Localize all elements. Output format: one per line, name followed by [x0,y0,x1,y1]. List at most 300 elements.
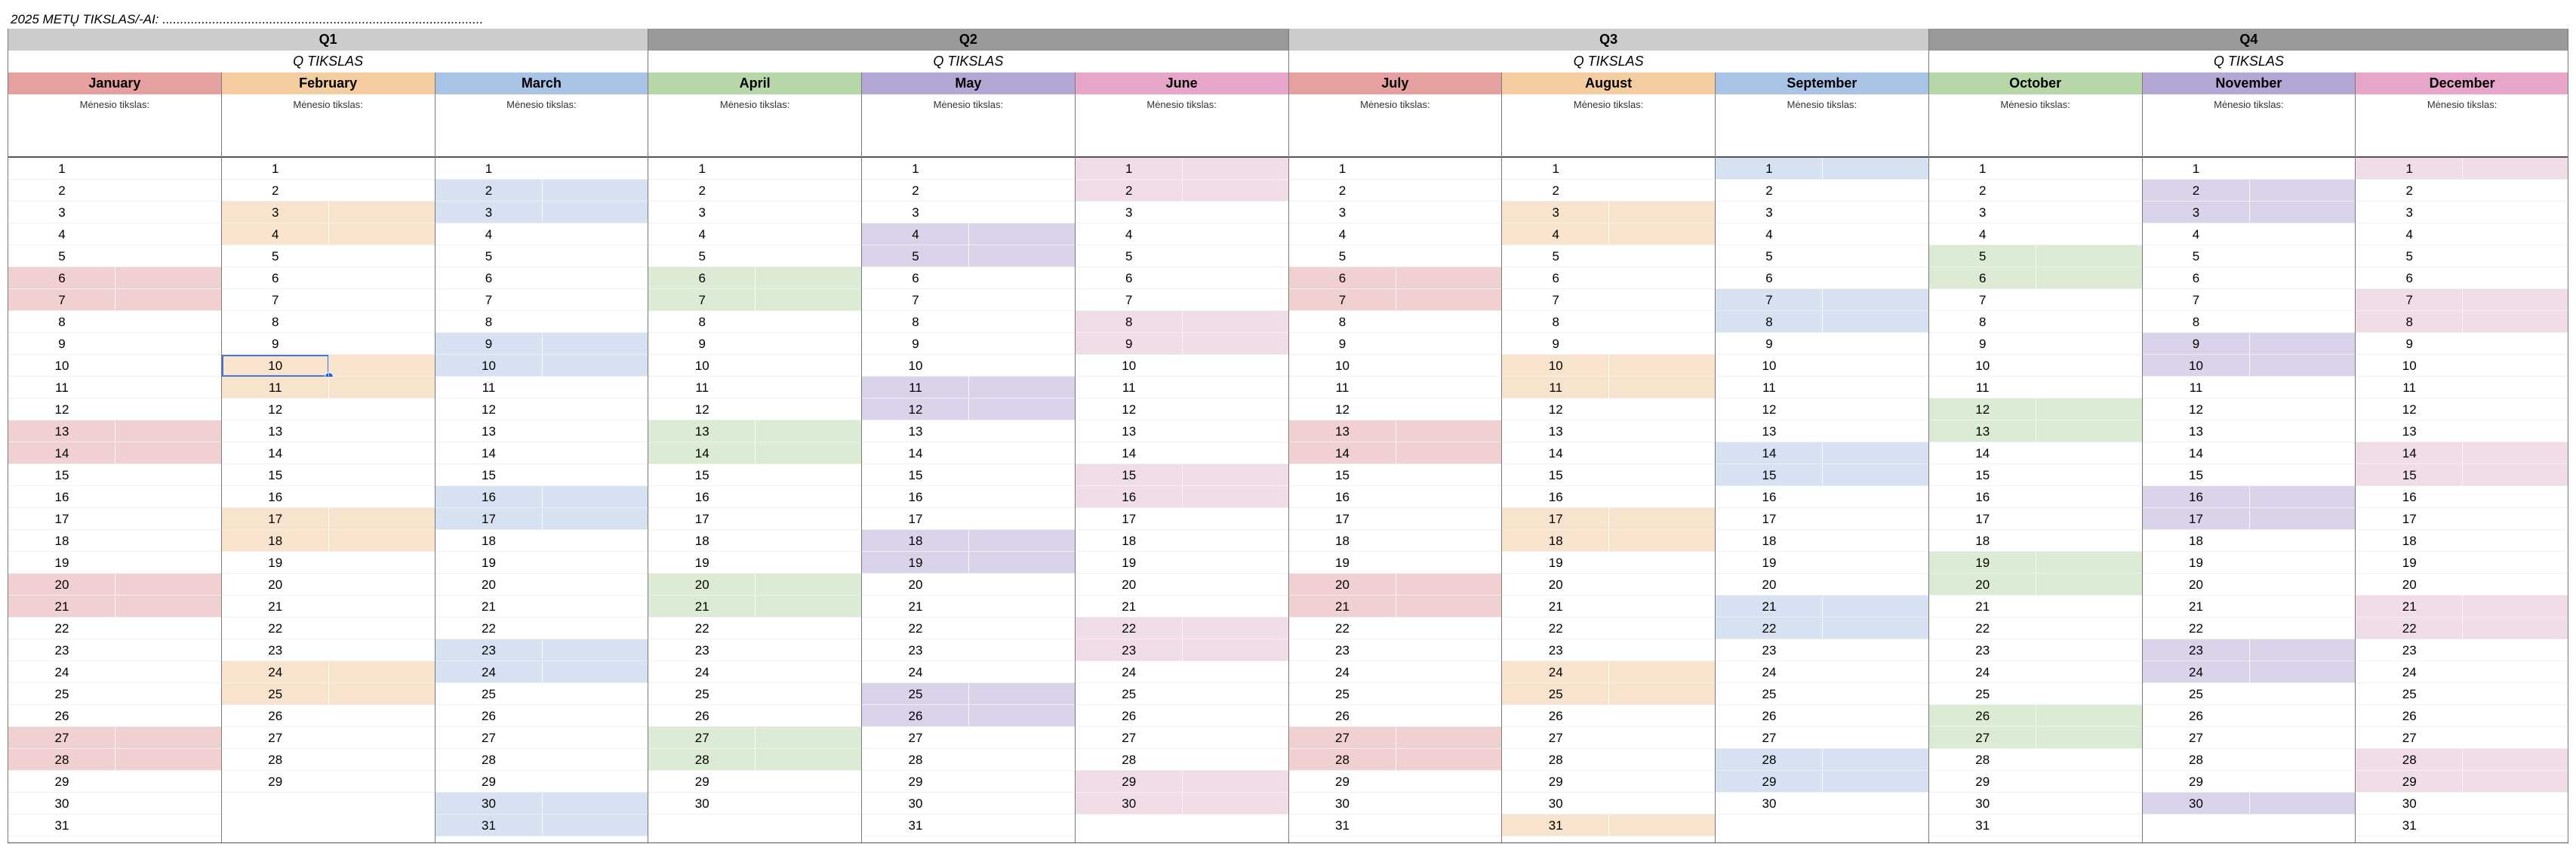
day-cell[interactable] [648,793,861,815]
day-cell[interactable] [1716,202,1928,223]
day-cell[interactable] [8,639,221,661]
day-cell[interactable] [435,399,648,420]
day-cell[interactable] [1289,574,1502,596]
day-cell[interactable] [8,486,221,508]
day-cell[interactable] [2356,464,2568,486]
day-cell[interactable] [1289,661,1502,683]
day-cell[interactable] [435,683,648,705]
day-cell[interactable] [1929,749,2142,771]
day-cell[interactable] [2356,793,2568,815]
day-cell[interactable] [862,596,1075,618]
day-cell[interactable] [8,377,221,399]
day-cell[interactable] [2356,508,2568,530]
day-cell[interactable] [8,749,221,771]
day-cell[interactable] [1076,552,1288,574]
day-cell[interactable] [1929,793,2142,815]
day-cell[interactable] [2143,486,2356,508]
day-cell[interactable] [862,486,1075,508]
day-cell[interactable] [1929,618,2142,639]
day-cell[interactable] [1929,596,2142,618]
day-cell[interactable] [8,705,221,727]
day-cell[interactable] [1289,639,1502,661]
month-goal-cell[interactable]: Mėnesio tikslas: [1502,94,1715,158]
day-cell[interactable] [8,180,221,202]
day-cell[interactable] [2143,596,2356,618]
day-cell[interactable] [1929,442,2142,464]
day-cell[interactable] [1929,180,2142,202]
day-cell[interactable] [862,267,1075,289]
day-cell[interactable] [1716,399,1928,420]
day-cell[interactable] [862,793,1075,815]
day-cell[interactable] [1076,618,1288,639]
day-cell[interactable] [862,202,1075,223]
day-cell[interactable] [1076,530,1288,552]
day-cell[interactable] [435,311,648,333]
month-goal-cell[interactable]: Mėnesio tikslas: [2356,94,2568,158]
day-cell[interactable] [648,289,861,311]
day-cell[interactable] [1502,289,1715,311]
day-cell[interactable] [1502,311,1715,333]
month-goal-cell[interactable]: Mėnesio tikslas: [222,94,435,158]
day-cell[interactable] [648,771,861,793]
day-cell[interactable] [1929,289,2142,311]
day-cell[interactable] [2143,464,2356,486]
day-cell[interactable] [1076,683,1288,705]
day-cell[interactable] [8,333,221,355]
day-cell[interactable] [1929,574,2142,596]
day-cell[interactable] [2356,530,2568,552]
day-cell[interactable] [1502,420,1715,442]
month-goal-cell[interactable]: Mėnesio tikslas: [648,94,861,158]
day-cell[interactable] [8,574,221,596]
day-cell[interactable] [1289,618,1502,639]
day-cell[interactable] [435,333,648,355]
day-cell[interactable] [862,311,1075,333]
day-cell[interactable] [2356,420,2568,442]
day-cell[interactable] [1716,771,1928,793]
day-cell[interactable] [2356,289,2568,311]
day-cell[interactable] [8,815,221,836]
day-cell[interactable] [1929,661,2142,683]
title-row[interactable] [8,9,2568,29]
day-cell[interactable] [1289,377,1502,399]
day-cell[interactable] [2356,815,2568,836]
day-cell[interactable] [1289,420,1502,442]
day-cell[interactable] [1289,771,1502,793]
day-cell[interactable] [1502,705,1715,727]
day-cell[interactable] [862,815,1075,836]
day-cell[interactable] [1502,223,1715,245]
day-cell[interactable] [1716,727,1928,749]
day-cell[interactable] [2356,202,2568,223]
day-cell[interactable] [1716,355,1928,377]
day-cell[interactable] [435,661,648,683]
day-cell[interactable] [648,158,861,180]
day-cell[interactable] [1076,486,1288,508]
day-cell[interactable] [1289,793,1502,815]
quarter-header-q1[interactable]: Q1 [8,29,648,51]
day-cell[interactable] [1502,661,1715,683]
day-cell[interactable] [2356,486,2568,508]
day-cell[interactable] [222,749,435,771]
day-cell[interactable] [648,661,861,683]
day-cell[interactable] [435,289,648,311]
day-cell[interactable] [1076,311,1288,333]
day-cell[interactable] [648,311,861,333]
day-cell[interactable] [1929,399,2142,420]
day-cell[interactable] [2356,377,2568,399]
day-cell[interactable] [2143,311,2356,333]
day-cell[interactable] [1716,683,1928,705]
day-cell[interactable] [2143,552,2356,574]
day-cell[interactable] [648,333,861,355]
day-cell[interactable] [1716,158,1928,180]
day-cell[interactable] [648,749,861,771]
day-cell[interactable] [8,245,221,267]
month-goal-cell[interactable]: Mėnesio tikslas: [1716,94,1928,158]
day-cell[interactable] [648,223,861,245]
day-cell[interactable] [8,508,221,530]
day-cell[interactable] [435,771,648,793]
day-cell[interactable] [1076,223,1288,245]
day-cell[interactable] [222,267,435,289]
day-cell[interactable] [648,377,861,399]
month-goal-cell[interactable]: Mėnesio tikslas: [2143,94,2356,158]
day-cell[interactable] [1716,267,1928,289]
day-cell[interactable] [1929,202,2142,223]
day-cell[interactable] [1716,793,1928,815]
day-cell[interactable] [435,552,648,574]
day-cell[interactable] [1289,705,1502,727]
day-cell[interactable] [1716,180,1928,202]
day-cell[interactable] [1502,552,1715,574]
day-cell[interactable] [2143,793,2356,815]
day-cell[interactable] [1289,158,1502,180]
day-cell[interactable] [1076,420,1288,442]
day-cell[interactable] [2143,508,2356,530]
day-cell[interactable] [1929,355,2142,377]
day-cell[interactable] [862,727,1075,749]
day-cell[interactable] [1289,749,1502,771]
day-cell[interactable] [862,508,1075,530]
day-cell[interactable] [1716,661,1928,683]
day-cell[interactable] [1289,180,1502,202]
day-cell[interactable] [8,202,221,223]
day-cell[interactable] [1502,683,1715,705]
day-cell[interactable] [222,202,435,223]
day-cell[interactable] [8,661,221,683]
day-cell[interactable] [222,771,435,793]
day-cell[interactable] [1289,223,1502,245]
day-cell[interactable] [1502,530,1715,552]
day-cell[interactable] [222,355,435,377]
day-cell[interactable] [1076,202,1288,223]
day-cell[interactable] [222,683,435,705]
day-cell[interactable] [862,223,1075,245]
day-cell[interactable] [8,267,221,289]
day-cell[interactable] [8,355,221,377]
day-cell[interactable] [435,464,648,486]
month-header-june[interactable]: June [1076,72,1288,94]
day-cell[interactable] [1929,311,2142,333]
day-cell[interactable] [2143,639,2356,661]
day-cell[interactable] [222,311,435,333]
day-cell[interactable] [1716,223,1928,245]
day-cell[interactable] [862,333,1075,355]
day-cell[interactable] [1076,727,1288,749]
day-cell[interactable] [862,552,1075,574]
day-cell[interactable] [862,377,1075,399]
day-cell[interactable] [1716,486,1928,508]
day-cell[interactable] [862,399,1075,420]
day-cell[interactable] [1289,333,1502,355]
day-cell[interactable] [222,552,435,574]
day-cell[interactable] [435,639,648,661]
day-cell[interactable] [1076,158,1288,180]
day-cell[interactable] [1076,399,1288,420]
day-cell[interactable] [1929,377,2142,399]
day-cell[interactable] [1076,749,1288,771]
day-cell[interactable] [1502,180,1715,202]
day-cell[interactable] [1076,771,1288,793]
day-cell[interactable] [1716,705,1928,727]
day-cell[interactable] [222,639,435,661]
day-cell[interactable] [2143,705,2356,727]
day-cell[interactable] [435,267,648,289]
day-cell[interactable] [862,639,1075,661]
day-cell[interactable] [2143,683,2356,705]
day-cell[interactable] [435,158,648,180]
day-cell[interactable] [1076,333,1288,355]
day-cell[interactable] [1076,180,1288,202]
day-cell[interactable] [2356,574,2568,596]
day-cell[interactable] [1502,727,1715,749]
day-cell[interactable] [2143,749,2356,771]
day-cell[interactable] [648,420,861,442]
day-cell[interactable] [222,399,435,420]
day-cell[interactable] [648,639,861,661]
day-cell[interactable] [1076,596,1288,618]
month-goal-cell[interactable]: Mėnesio tikslas: [1076,94,1288,158]
day-cell[interactable] [222,158,435,180]
day-cell[interactable] [1716,552,1928,574]
day-cell[interactable] [862,180,1075,202]
day-cell[interactable] [1929,705,2142,727]
day-cell[interactable] [1716,530,1928,552]
day-cell[interactable] [648,267,861,289]
day-cell[interactable] [435,618,648,639]
day-cell[interactable] [2143,574,2356,596]
day-cell[interactable] [1716,574,1928,596]
month-header-july[interactable]: July [1289,72,1502,94]
day-cell[interactable] [2356,552,2568,574]
day-cell[interactable] [1289,442,1502,464]
day-cell[interactable] [2356,705,2568,727]
month-goal-cell[interactable]: Mėnesio tikslas: [1929,94,2142,158]
day-cell[interactable] [2143,530,2356,552]
day-cell[interactable] [222,377,435,399]
day-cell[interactable] [435,815,648,836]
day-cell[interactable] [2143,202,2356,223]
day-cell[interactable] [1502,355,1715,377]
day-cell[interactable] [1076,377,1288,399]
day-cell[interactable] [1289,464,1502,486]
day-cell[interactable] [222,574,435,596]
day-cell[interactable] [1289,486,1502,508]
day-cell[interactable] [1716,749,1928,771]
quarter-header-q3[interactable]: Q3 [1288,29,1928,51]
month-header-april[interactable]: April [648,72,861,94]
day-cell[interactable] [648,705,861,727]
day-cell[interactable] [648,442,861,464]
day-cell[interactable] [648,202,861,223]
day-cell[interactable] [8,311,221,333]
day-cell[interactable] [1502,749,1715,771]
day-cell[interactable] [1289,245,1502,267]
month-header-december[interactable]: December [2356,72,2568,94]
day-cell[interactable] [435,180,648,202]
day-cell[interactable] [1076,464,1288,486]
day-cell[interactable] [222,464,435,486]
day-cell[interactable] [648,727,861,749]
month-header-march[interactable]: March [435,72,648,94]
day-cell[interactable] [1502,202,1715,223]
day-cell[interactable] [1716,333,1928,355]
day-cell[interactable] [8,420,221,442]
day-cell[interactable] [222,661,435,683]
day-cell[interactable] [1716,442,1928,464]
day-cell[interactable] [1289,399,1502,420]
day-cell[interactable] [222,420,435,442]
day-cell[interactable] [1716,464,1928,486]
day-cell[interactable] [2143,355,2356,377]
day-cell[interactable] [1289,683,1502,705]
day-cell[interactable] [222,333,435,355]
day-cell[interactable] [435,793,648,815]
day-cell[interactable] [1076,267,1288,289]
day-cell[interactable] [648,399,861,420]
day-cell[interactable] [2356,727,2568,749]
day-cell[interactable] [8,223,221,245]
day-cell[interactable] [862,705,1075,727]
day-cell[interactable] [1289,355,1502,377]
day-cell[interactable] [862,420,1075,442]
day-cell[interactable] [1502,771,1715,793]
day-cell[interactable] [435,705,648,727]
day-cell[interactable] [1929,683,2142,705]
day-cell[interactable] [862,530,1075,552]
day-cell[interactable] [1929,508,2142,530]
day-cell[interactable] [648,180,861,202]
month-header-february[interactable]: February [222,72,435,94]
day-cell[interactable] [222,289,435,311]
day-cell[interactable] [2356,442,2568,464]
day-cell[interactable] [435,377,648,399]
day-cell[interactable] [435,420,648,442]
day-cell[interactable] [1929,639,2142,661]
month-header-january[interactable]: January [8,72,221,94]
day-cell[interactable] [435,530,648,552]
day-cell[interactable] [2143,399,2356,420]
month-goal-cell[interactable]: Mėnesio tikslas: [1289,94,1502,158]
day-cell[interactable] [2143,180,2356,202]
day-cell[interactable] [222,508,435,530]
day-cell[interactable] [1076,442,1288,464]
day-cell[interactable] [435,355,648,377]
month-header-october[interactable]: October [1929,72,2142,94]
day-cell[interactable] [8,442,221,464]
day-cell[interactable] [648,552,861,574]
day-cell[interactable] [2356,661,2568,683]
day-cell[interactable] [648,618,861,639]
day-cell[interactable] [1929,245,2142,267]
month-header-may[interactable]: May [862,72,1075,94]
day-cell[interactable] [648,574,861,596]
day-cell[interactable] [435,508,648,530]
day-cell[interactable] [1929,267,2142,289]
day-cell[interactable] [1716,618,1928,639]
day-cell[interactable] [1076,639,1288,661]
day-cell[interactable] [1076,508,1288,530]
month-goal-cell[interactable]: Mėnesio tikslas: [435,94,648,158]
day-cell[interactable] [435,245,648,267]
day-cell[interactable] [2356,399,2568,420]
day-cell[interactable] [1929,333,2142,355]
day-cell[interactable] [1289,552,1502,574]
day-cell[interactable] [435,223,648,245]
day-cell[interactable] [8,464,221,486]
day-cell[interactable] [1502,377,1715,399]
day-cell[interactable] [2143,289,2356,311]
day-cell[interactable] [2356,771,2568,793]
day-cell[interactable] [2356,180,2568,202]
day-cell[interactable] [648,486,861,508]
day-cell[interactable] [1716,245,1928,267]
day-cell[interactable] [2356,596,2568,618]
day-cell[interactable] [1716,508,1928,530]
day-cell[interactable] [862,661,1075,683]
month-header-november[interactable]: November [2143,72,2356,94]
year-goal-title[interactable]: 2025 METŲ TIKSLAS/-AI: .......................................................................................... [11,12,484,26]
day-cell[interactable] [435,202,648,223]
day-cell[interactable] [1502,464,1715,486]
day-cell[interactable] [435,596,648,618]
day-cell[interactable] [8,530,221,552]
day-cell[interactable] [1076,661,1288,683]
day-cell[interactable] [8,683,221,705]
month-goal-cell[interactable]: Mėnesio tikslas: [862,94,1075,158]
day-cell[interactable] [2356,245,2568,267]
day-cell[interactable] [2356,683,2568,705]
day-cell[interactable] [222,618,435,639]
day-cell[interactable] [2356,749,2568,771]
day-cell[interactable] [1502,333,1715,355]
day-cell[interactable] [1929,727,2142,749]
day-cell[interactable] [1076,793,1288,815]
day-cell[interactable] [1716,289,1928,311]
day-cell[interactable] [8,618,221,639]
day-cell[interactable] [2143,267,2356,289]
day-cell[interactable] [1076,355,1288,377]
day-cell[interactable] [1076,245,1288,267]
day-cell[interactable] [2356,639,2568,661]
day-cell[interactable] [862,464,1075,486]
month-goal-cell[interactable]: Mėnesio tikslas: [8,94,221,158]
quarter-goal-q3[interactable]: Q TIKSLAS [1288,51,1928,72]
day-cell[interactable] [862,771,1075,793]
day-cell[interactable] [1289,311,1502,333]
day-cell[interactable] [1502,399,1715,420]
